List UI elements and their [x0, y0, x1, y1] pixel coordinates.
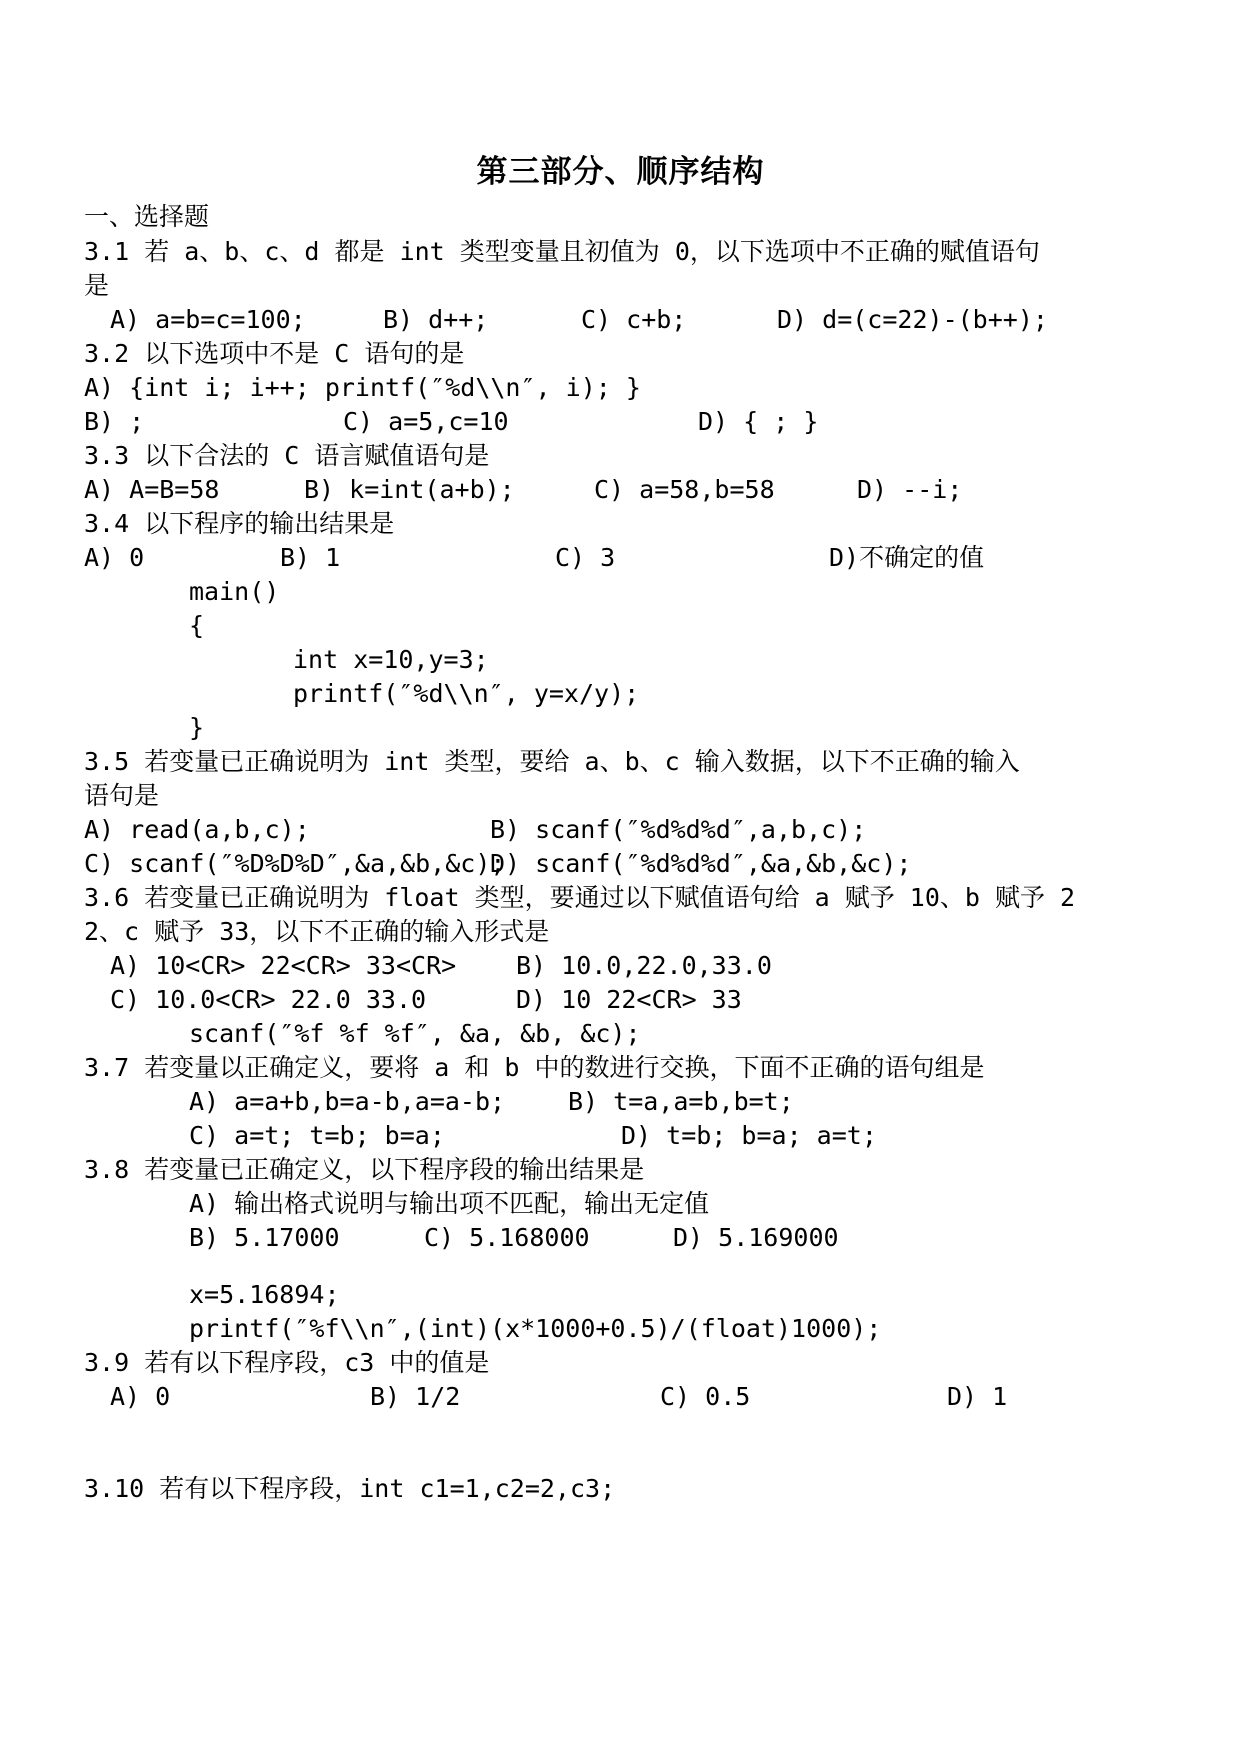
question-3-8-option-d: D) 5.169000 [673, 1223, 839, 1252]
question-3-1-option-b: B) d++; [383, 305, 489, 334]
question-3-6-stem: 3.6 若变量已正确说明为 float 类型，要通过以下赋值语句给 a 赋予 10、b 赋予 2 [84, 883, 1076, 912]
question-3-1-option-c: C) c+b; [581, 305, 687, 334]
question-3-2-option-a: A) {int i; i++; printf(″%d\\n″, i); } [84, 373, 641, 402]
question-3-3-option-c: C) a=58,b=58 [594, 475, 775, 504]
question-3-3-stem: 3.3 以下合法的 C 语言赋值语句是 [84, 441, 490, 470]
question-3-5-option-b: B) scanf(″%d%d%d″,a,b,c); [490, 815, 867, 844]
question-3-6-code: scanf(″%f %f %f″, &a, &b, &c); [189, 1019, 641, 1048]
question-3-1-option-d: D) d=(c=22)-(b++); [777, 305, 1048, 334]
question-3-6-option-a: A) 10<CR> 22<CR> 33<CR> [110, 951, 457, 980]
question-3-5-stem-cont: 语句是 [84, 781, 160, 810]
question-3-2-option-b: B) ; [84, 407, 145, 436]
question-3-4-option-d: D)不确定的值 [829, 543, 985, 572]
question-3-6-option-d: D) 10 22<CR> 33 [516, 985, 742, 1014]
question-3-7-stem: 3.7 若变量以正确定义，要将 a 和 b 中的数进行交换，下面不正确的语句组是 [84, 1053, 985, 1082]
question-3-2-option-d: D) { ; } [698, 407, 819, 436]
question-3-10-stem: 3.10 若有以下程序段，int c1=1,c2=2,c3; [84, 1474, 616, 1503]
question-3-8-code-line: x=5.16894; [189, 1280, 340, 1309]
question-3-8-stem: 3.8 若变量已正确定义，以下程序段的输出结果是 [84, 1155, 645, 1184]
question-3-4-stem: 3.4 以下程序的输出结果是 [84, 509, 395, 538]
question-3-7-option-a: A) a=a+b,b=a-b,a=a-b; [189, 1087, 506, 1116]
question-3-7-option-d: D) t=b; b=a; a=t; [621, 1121, 877, 1150]
question-3-1-stem-cont: 是 [84, 271, 110, 300]
question-3-9-option-c: C) 0.5 [660, 1382, 751, 1411]
page-title: 第三部分、顺序结构 [476, 154, 765, 190]
question-3-1-option-a: A) a=b=c=100; [110, 305, 306, 334]
question-3-4-code-line: int x=10,y=3; [293, 645, 489, 674]
question-3-1-stem: 3.1 若 a、b、c、d 都是 int 类型变量且初值为 0，以下选项中不正确的赋值语句 [84, 237, 1040, 266]
question-3-9-stem: 3.9 若有以下程序段，c3 中的值是 [84, 1348, 490, 1377]
question-3-4-code-line: } [189, 713, 205, 742]
question-3-8-option-b: B) 5.17000 [189, 1223, 340, 1252]
question-3-8-option-a: A) 输出格式说明与输出项不匹配，输出无定值 [189, 1189, 710, 1218]
question-3-4-code-line: printf(″%d\\n″, y=x/y); [293, 679, 640, 708]
question-3-2-stem: 3.2 以下选项中不是 C 语句的是 [84, 339, 465, 368]
section-heading: 一、选择题 [84, 202, 210, 231]
question-3-2-option-c: C) a=5,c=10 [343, 407, 509, 436]
question-3-8-option-c: C) 5.168000 [424, 1223, 590, 1252]
question-3-5-option-d: D) scanf(″%d%d%d″,&a,&b,&c); [490, 849, 912, 878]
question-3-9-option-a: A) 0 [110, 1382, 171, 1411]
question-3-8-code-line: printf(″%f\\n″,(int)(x*1000+0.5)/(float)1000); [189, 1314, 882, 1343]
question-3-9-option-b: B) 1/2 [370, 1382, 461, 1411]
question-3-7-option-c: C) a=t; t=b; b=a; [189, 1121, 445, 1150]
question-3-3-option-d: D) --i; [857, 475, 963, 504]
question-3-7-option-b: B) t=a,a=b,b=t; [568, 1087, 794, 1116]
question-3-5-option-c: C) scanf(″%D%D%D″,&a,&b,&c); [84, 849, 506, 878]
question-3-9-option-d: D) 1 [947, 1382, 1008, 1411]
question-3-6-option-b: B) 10.0,22.0,33.0 [516, 951, 772, 980]
question-3-3-option-a: A) A=B=58 [84, 475, 220, 504]
question-3-5-option-a: A) read(a,b,c); [84, 815, 310, 844]
question-3-4-option-c: C) 3 [555, 543, 616, 572]
question-3-4-code-line: { [189, 611, 205, 640]
question-3-6-stem-cont: 2、c 赋予 33，以下不正确的输入形式是 [84, 917, 550, 946]
question-3-6-option-c: C) 10.0<CR> 22.0 33.0 [110, 985, 427, 1014]
question-3-5-stem: 3.5 若变量已正确说明为 int 类型，要给 a、b、c 输入数据，以下不正确的输入 [84, 747, 1020, 776]
question-3-4-code-line: main() [189, 577, 280, 606]
question-3-4-option-a: A) 0 [84, 543, 145, 572]
question-3-4-option-b: B) 1 [280, 543, 341, 572]
question-3-3-option-b: B) k=int(a+b); [304, 475, 515, 504]
